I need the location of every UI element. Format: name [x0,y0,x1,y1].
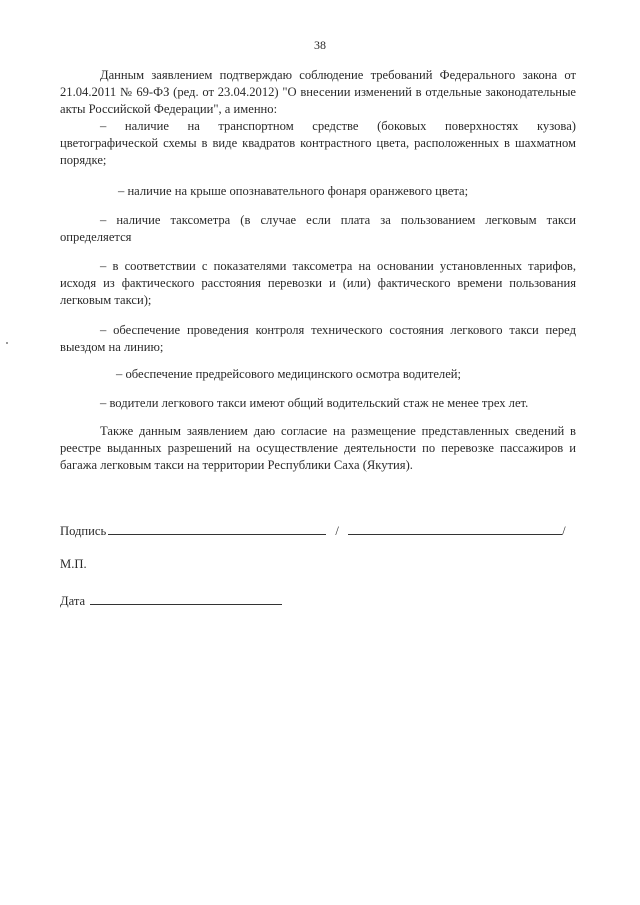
item-line: цветографической схемы в виде квадратов контрастного цвета, расположенных в шахматном [60,135,576,150]
page-number: 38 [314,38,326,52]
list-item [60,395,576,412]
consent-line-2: реестре выданных разрешений на осуществление деятельности по перевозке пассажиров и [60,440,576,455]
item-line: – водители легкового такси имеют общий водительский стаж не менее трех лет. [100,396,529,410]
intro-line-3: акты Российской Федерации", а именно: [60,101,278,116]
stamp-label: М.П. [60,557,87,571]
list-item [60,366,576,383]
signature-line[interactable] [108,523,326,535]
list-item [60,322,576,356]
signature-end-slash: / [562,524,566,538]
list-item [60,212,576,246]
signature-separator: / [335,524,339,538]
signature-name-line[interactable] [348,523,562,535]
item-line: – обеспечение предрейсового медицинского осмотра водителей; [116,367,462,381]
item-line: определяется [60,229,132,244]
consent-line-1: Также данным заявлением даю согласие на размещение представленных сведений в [100,424,576,438]
consent-line-3: багажа легковым такси на территории Республики Саха (Якутия). [60,457,413,472]
item-line: – наличие на транспортном средстве (боковых поверхностях кузова) [100,119,576,133]
item-line: порядке; [60,152,107,167]
date-row [60,593,282,609]
item-line: – в соответствии с показателями таксометра на основании установленных тарифов, [100,259,576,273]
item-line: – обеспечение проведения контроля технического состояния легкового такси перед [100,323,576,337]
item-line: выездом на линию; [60,339,164,354]
list-item [60,118,576,168]
list-item [60,258,576,308]
intro-line-2: 21.04.2011 № 69-ФЗ (ред. от 23.04.2012) "О внесении изменений в отдельные законодательные [60,84,576,99]
consent-paragraph [60,423,576,473]
signature-label: Подпись [60,524,107,538]
intro-paragraph [60,67,576,117]
item-line: – наличие на крыше опознавательного фонаря оранжевого цвета; [118,184,469,198]
signature-row [60,523,566,539]
list-item [60,183,576,200]
scan-artifact [6,342,8,344]
intro-line-1: Данным заявлением подтверждаю соблюдение требований Федерального закона от [100,68,576,82]
date-label: Дата [60,594,86,608]
date-line[interactable] [90,593,282,605]
item-line: исходя из фактического расстояния перевозки и (или) фактического времени пользования [60,275,576,290]
item-line: легковым такси); [60,292,152,307]
item-line: – наличие таксометра (в случае если плата за пользованием легковым такси [100,213,576,227]
